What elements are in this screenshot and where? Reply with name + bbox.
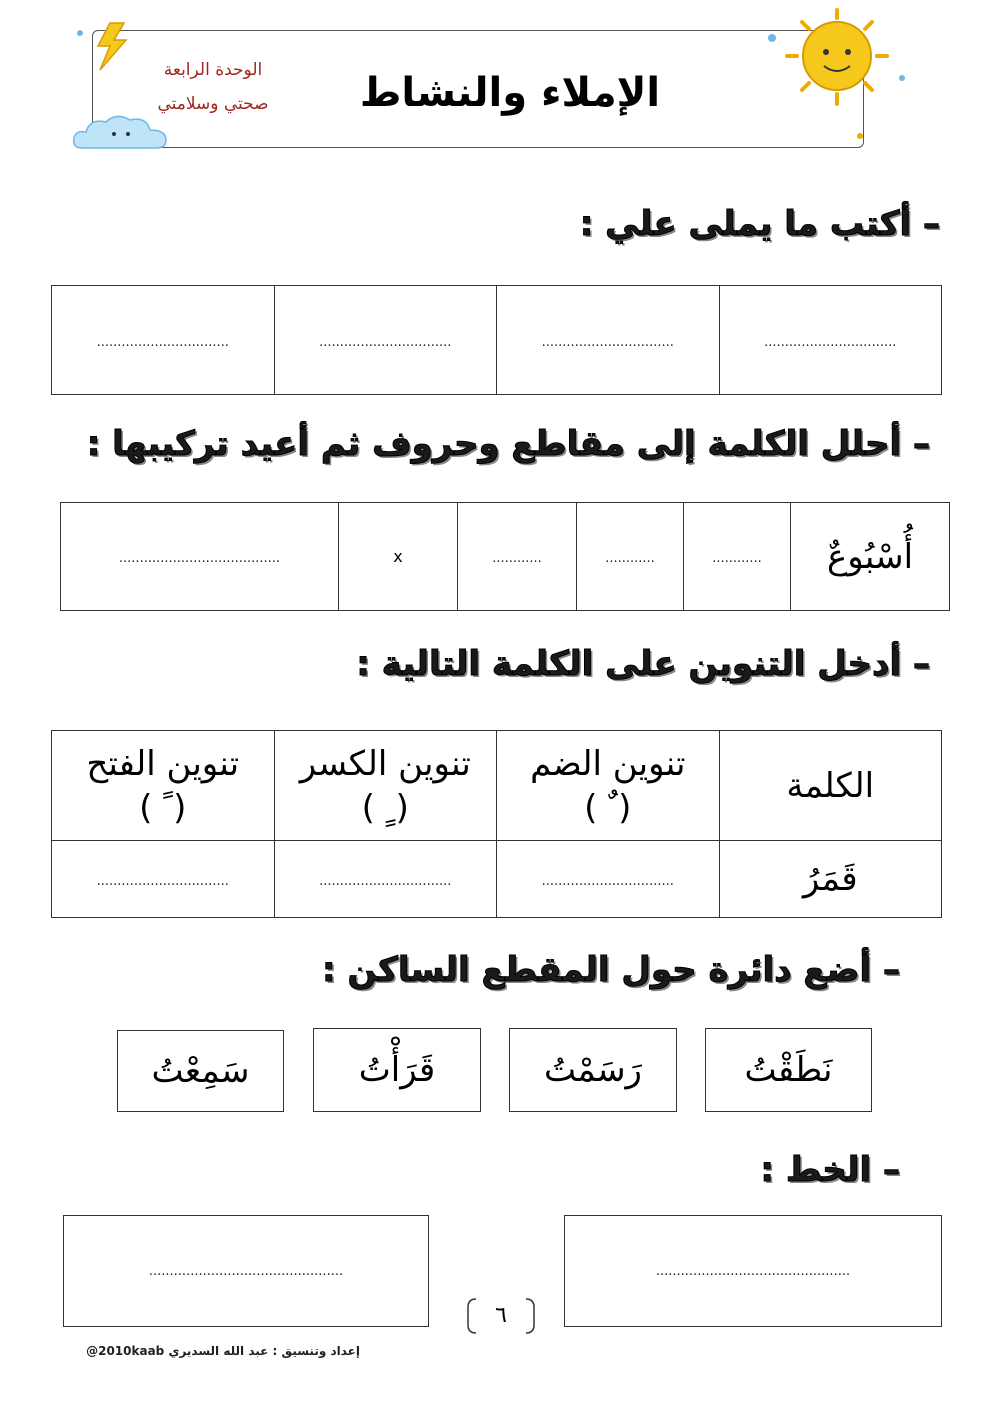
handwriting-heading: – الخط : xyxy=(760,1150,900,1190)
handwriting-box[interactable]: ............................................... xyxy=(63,1215,429,1327)
dictation-cell[interactable]: ................................ xyxy=(497,286,720,395)
tanween-word: قَمَرُ xyxy=(719,841,942,918)
analysis-word: أُسْبُوعٌ xyxy=(791,503,950,611)
page-number: ٦ xyxy=(495,1303,507,1328)
sun-icon xyxy=(752,8,912,148)
lesson-label: صحتي وسلامتي xyxy=(157,94,269,114)
unit-label: الوحدة الرابعة xyxy=(163,60,263,80)
handwriting-box[interactable]: ............................................... xyxy=(564,1215,942,1327)
cloud-icon xyxy=(70,110,180,155)
tanween-table xyxy=(51,730,942,918)
syllable-cell[interactable]: ............ xyxy=(458,503,577,611)
kasr-answer[interactable]: ................................ xyxy=(274,841,497,918)
footer-credit: إعداد وتنسيق : عبد الله السديري 2010kaab@ xyxy=(86,1344,360,1358)
analysis-heading: – أحلل الكلمة إلى مقاطع وحروف ثم أعيد تركيبها : xyxy=(86,424,930,464)
tanween-heading: – أدخل التنوين على الكلمة التالية : xyxy=(356,644,930,684)
fath-answer[interactable]: ................................ xyxy=(52,841,275,918)
col-word-header: الكلمة xyxy=(719,731,942,841)
reassemble-cell[interactable]: ....................................... xyxy=(61,503,339,611)
analysis-table xyxy=(60,502,950,611)
word-box[interactable]: سَمِعْتُ xyxy=(117,1030,284,1112)
word-box[interactable]: قَرَأْتُ xyxy=(313,1028,481,1112)
dictation-cell[interactable]: ................................ xyxy=(274,286,497,395)
dictation-cell[interactable]: ................................ xyxy=(719,286,942,395)
col-fath-header: تنوين الفتح ( ً ) xyxy=(52,731,275,841)
col-damm-header: تنوين الضم ( ٌ ) xyxy=(497,731,720,841)
circle-heading: – أضع دائرة حول المقطع الساكن : xyxy=(322,950,900,990)
word-box[interactable]: رَسَمْتُ xyxy=(509,1028,677,1112)
syllable-cell[interactable]: ............ xyxy=(684,503,791,611)
dictation-table xyxy=(51,285,942,395)
syllable-cell[interactable]: ............ xyxy=(577,503,684,611)
word-box[interactable]: نَطَقْتُ xyxy=(705,1028,872,1112)
page-title: الإملاء والنشاط xyxy=(359,70,661,116)
col-kasr-header: تنوين الكسر ( ٍ ) xyxy=(274,731,497,841)
letters-cell: x xyxy=(339,503,458,611)
dictation-heading: – أكتب ما يملى علي : xyxy=(579,204,940,244)
damm-answer[interactable]: ................................ xyxy=(497,841,720,918)
dictation-cell[interactable]: ................................ xyxy=(52,286,275,395)
